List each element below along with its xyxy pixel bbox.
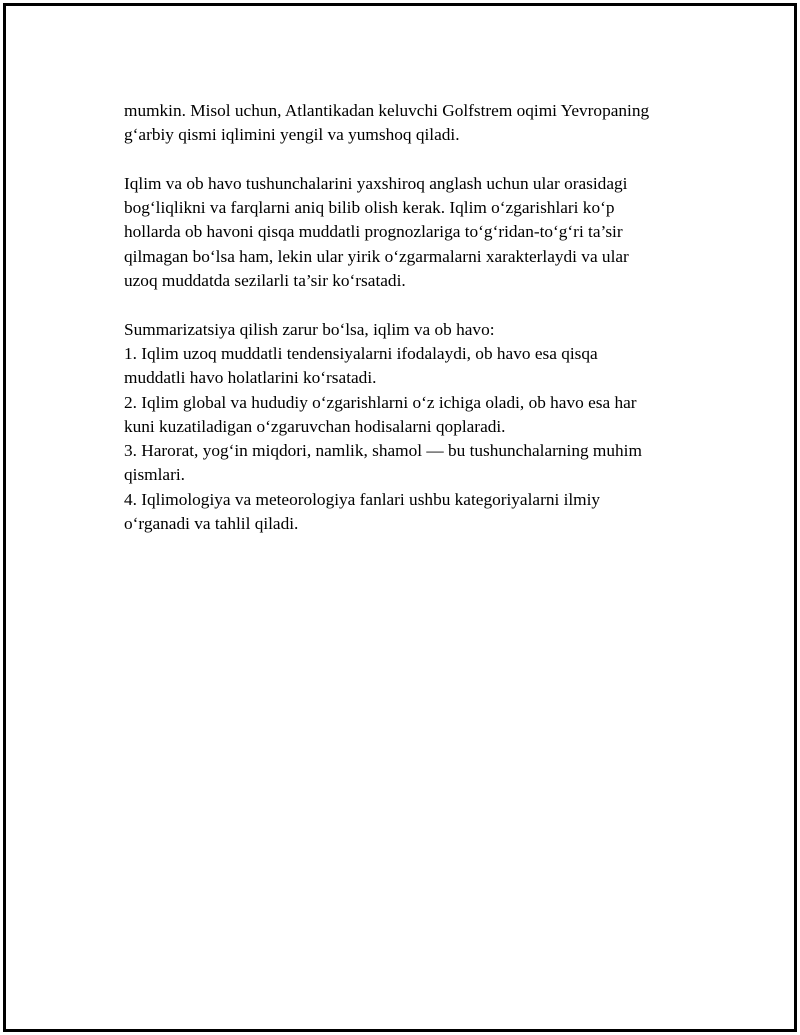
list-item-3-cont: qismlari.	[124, 465, 185, 485]
text-line: uzoq muddatda sezilarli ta’sir ko‘rsatadi.	[124, 271, 406, 291]
list-item-3: 3. Harorat, yog‘in miqdori, namlik, shamol — bu tushunchalarning muhim	[124, 441, 642, 461]
text-line: g‘arbiy qismi iqlimini yengil va yumshoq qiladi.	[124, 125, 460, 145]
list-item-4: 4. Iqlimologiya va meteorologiya fanlari ushbu kategoriyalarni ilmiy	[124, 489, 601, 509]
paragraph-summary-list	[124, 318, 704, 537]
summary-intro-line: Summarizatsiya qilish zarur bo‘lsa, iqlim va ob havo:	[124, 319, 495, 339]
paragraph-spacer	[124, 148, 704, 172]
page-body-text	[124, 99, 704, 536]
text-line: hollarda ob havoni qisqa muddatli prognozlariga to‘g‘ridan-to‘g‘ri ta’sir	[124, 222, 623, 242]
paragraph-golfstream	[124, 99, 704, 148]
paragraph-climate-weather	[124, 172, 704, 293]
text-line: bog‘liqlikni va farqlarni aniq bilib olish kerak. Iqlim o‘zgarishlari ko‘p	[124, 198, 615, 218]
list-item-2: 2. Iqlim global va hududiy o‘zgarishlarni o‘z ichiga oladi, ob havo esa har	[124, 392, 637, 412]
text-line: Iqlim va ob havo tushunchalarini yaxshiroq anglash uchun ular orasidagi	[124, 173, 628, 193]
list-item-1-cont: muddatli havo holatlarini ko‘rsatadi.	[124, 368, 377, 388]
page-frame	[3, 3, 797, 1032]
list-item-2-cont: kuni kuzatiladigan o‘zgaruvchan hodisalarni qoplaradi.	[124, 416, 506, 436]
text-line: qilmagan bo‘lsa ham, lekin ular yirik o‘zgarmalarni xarakterlaydi va ular	[124, 246, 629, 266]
list-item-4-cont: o‘rganadi va tahlil qiladi.	[124, 514, 299, 534]
paragraph-spacer	[124, 293, 704, 317]
text-line: mumkin. Misol uchun, Atlantikadan keluvchi Golfstrem oqimi Yevropaning	[124, 101, 650, 120]
list-item-1: 1. Iqlim uzoq muddatli tendensiyalarni ifodalaydi, ob havo esa qisqa	[124, 343, 598, 363]
